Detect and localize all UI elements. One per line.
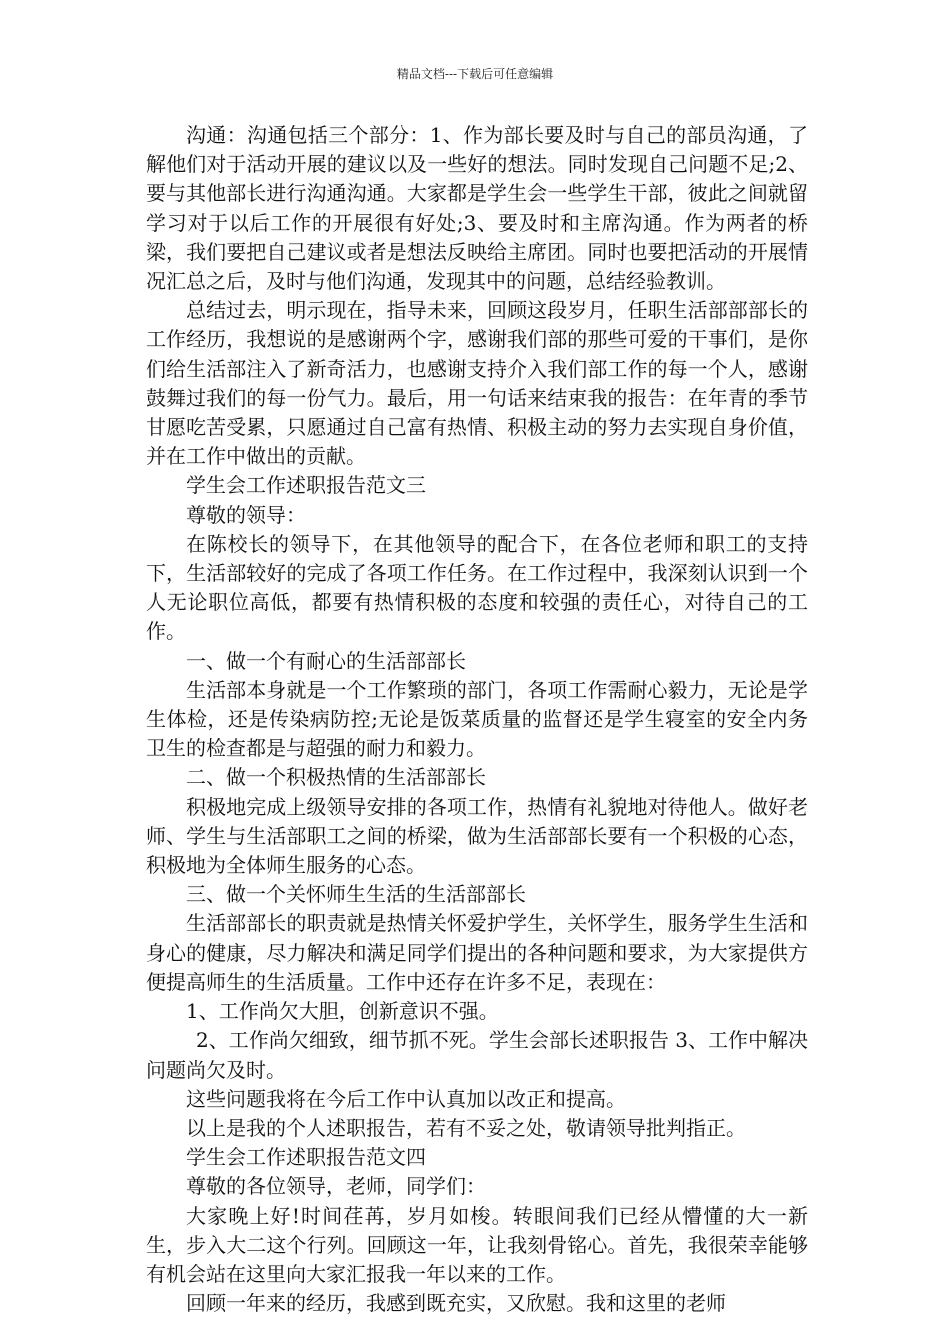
- salutation-all: 尊敬的各位领导，老师，同学们：: [186, 1174, 486, 1199]
- page-header: 精品文档---下载后可任意编辑: [396, 67, 554, 81]
- section-title-report-three: 学生会工作述职报告范文三: [186, 473, 426, 498]
- shortcoming-two: 2、工作尚欠细致，细节抓不死。学生会部长述职报告 3、工作中解决问题尚欠及时。: [146, 1028, 808, 1082]
- heading-point-two: 二、做一个积极热情的生活部部长: [186, 765, 486, 790]
- heading-point-one: 一、做一个有耐心的生活部部长: [186, 648, 466, 673]
- paragraph-review: 回顾一年来的经历，我感到既充实，又欣慰。我和这里的老师: [186, 1291, 726, 1316]
- paragraph-point-two: 积极地完成上级领导安排的各项工作，热情有礼貌地对待他人。做好老师、学生与生活部职工之间的桥梁，做为生活部部长要有一个积极的心态，积极地为全体师生服务的心态。: [146, 794, 808, 878]
- paragraph-improve: 这些问题我将在今后工作中认真加以改正和提高。: [186, 1086, 626, 1111]
- paragraph-communication: 沟通：沟通包括三个部分：1、作为部长要及时与自己的部员沟通，了解他们对于活动开展的建议以及一些好的想法。同时发现自己问题不足;2、要与其他部长进行沟通沟通。大家都是学生会一些学生干部，彼此之间就留学习对于以后工作的开展很有好处;3、要及时和主席沟通。作为两者的桥梁，我们要把自己建议或者是想法反映给主席团。同时也要把活动的开展情况汇总之后，及时与他们沟通，发现其中的问题，总结经验教训。: [146, 123, 808, 294]
- salutation-leaders: 尊敬的领导：: [186, 502, 306, 527]
- shortcoming-one: 1、工作尚欠大胆，创新意识不强。: [186, 999, 499, 1024]
- paragraph-point-one: 生活部本身就是一个工作繁琐的部门，各项工作需耐心毅力，无论是学生体检，还是传染病防控;无论是饭菜质量的监督还是学生寝室的安全内务卫生的检查都是与超强的耐力和毅力。: [146, 677, 808, 761]
- section-title-report-four: 学生会工作述职报告范文四: [186, 1145, 426, 1170]
- paragraph-intro: 在陈校长的领导下，在其他领导的配合下，在各位老师和职工的支持下，生活部较好的完成了各项工作任务。在工作过程中，我深刻认识到一个人无论职位高低，都要有热情积极的态度和较强的责任心，对待自己的工作。: [146, 531, 808, 644]
- heading-point-three: 三、做一个关怀师生生活的生活部部长: [186, 882, 526, 907]
- paragraph-summary: 总结过去，明示现在，指导未来，回顾这段岁月，任职生活部部部长的工作经历，我想说的是感谢两个字，感谢我们部的那些可爱的干事们，是你们给生活部注入了新奇活力，也感谢支持介入我们部工作的每一个人，感谢鼓舞过我们的每一份气力。最后，用一句话来结束我的报告：在年青的季节甘愿吃苦受累，只愿通过自己富有热情、积极主动的努力去实现自身价值，并在工作中做出的贡献。: [146, 298, 808, 469]
- paragraph-point-three: 生活部部长的职责就是热情关怀爱护学生，关怀学生，服务学生生活和身心的健康，尽力解决和满足同学们提出的各种问题和要求，为大家提供方便提高师生的生活质量。工作中还存在许多不足，表现在：: [146, 911, 808, 994]
- paragraph-greeting: 大家晚上好!时间荏苒，岁月如梭。转眼间我们已经从懵懂的大一新生，步入大二这个行列。回顾这一年，让我刻骨铭心。首先，我很荣幸能够有机会站在这里向大家汇报我一年以来的工作。: [146, 1203, 808, 1286]
- document-body: [146, 121, 808, 1318]
- paragraph-closing: 以上是我的个人述职报告，若有不妥之处，敬请领导批判指正。: [186, 1115, 746, 1140]
